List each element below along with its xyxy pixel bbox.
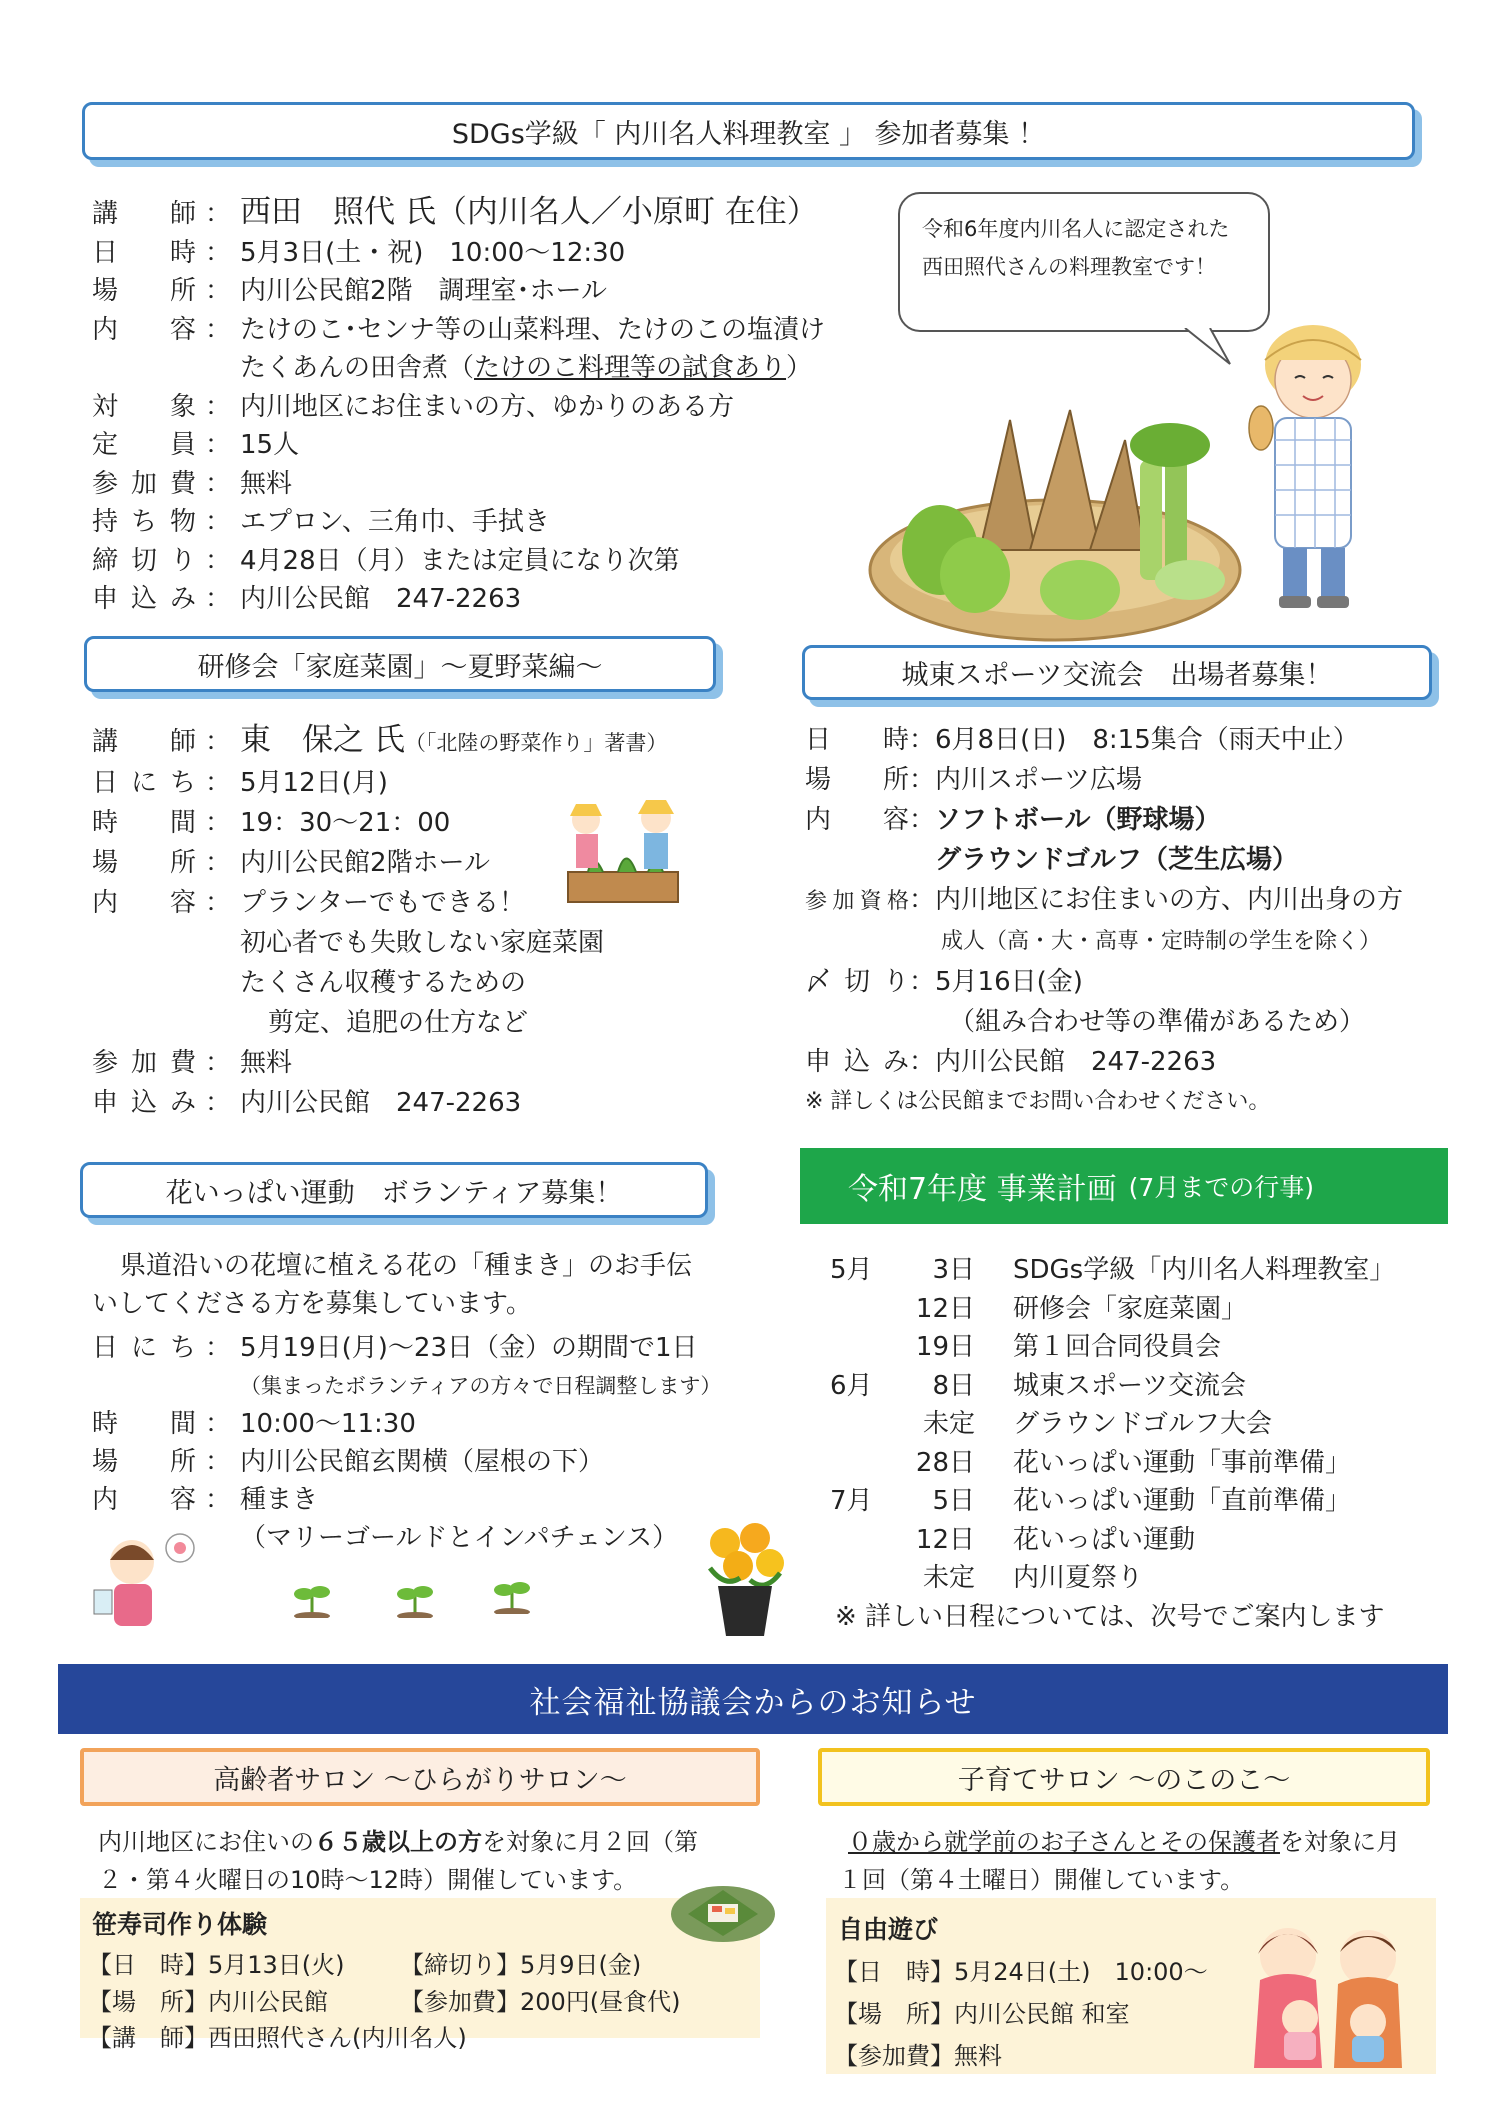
sports-qualification-note: 成人（高・大・高専・定時制の学生を除く）: [941, 929, 1382, 954]
cooking-header: [82, 102, 1415, 160]
flowers-row-content: 内 容 ： 種まき: [92, 1481, 721, 1519]
row-label: 定 員: [92, 430, 196, 460]
child-salon-desc-2: １回（第４土曜日）開催しています。: [838, 1866, 1245, 1894]
sports-header: [802, 645, 1432, 700]
schedule-row: 未定 内川夏祭り: [922, 1563, 1144, 1593]
schedule-row: 19日 第１回合同役員会: [915, 1332, 1222, 1362]
row-label: 講 師: [92, 199, 196, 229]
row-label: 日 時: [805, 725, 909, 755]
row-label: 時 間: [92, 1409, 196, 1439]
marigold-pot-illustration: [700, 1518, 790, 1638]
row-label: 日 時: [92, 237, 196, 268]
sprout-icon: [395, 1582, 435, 1618]
sports-row-qualification: 参加資格 ： 内川地区にお住まいの方、内川出身の方: [805, 880, 1403, 922]
elder-salon-title: 高齢者サロン ～ひらがりサロン～: [80, 1748, 760, 1806]
row-label: 内 容: [92, 888, 196, 918]
cooking-row-place: 場 所 ： 内川公民館2階 調理室･ホール: [92, 272, 825, 311]
row-label: 参加費: [92, 468, 196, 499]
schedule-row: 12日 花いっぱい運動: [915, 1524, 1196, 1555]
child-salon-title: 子育てサロン ～のこのこ～: [818, 1748, 1430, 1806]
schedule-row: 未定 グラウンドゴルフ大会: [922, 1409, 1272, 1439]
flowers-header: [80, 1162, 708, 1218]
chef-woman-illustration: [1235, 300, 1395, 620]
row-label: 内 容: [805, 805, 909, 835]
row-label: 対 象: [92, 391, 196, 422]
sprout-icon: [492, 1578, 532, 1614]
sasa-sushi-illustration: [668, 1880, 778, 1945]
row-label: 講 師: [92, 727, 196, 757]
cooking-datetime-value: 5月3日(土・祝) 10:00～12:30: [240, 237, 626, 268]
vegetable-basket-illustration: [860, 400, 1260, 650]
garden-row-date: 日にち ： 5月12日(月): [92, 763, 667, 803]
garden-lecturer-name: 東 保之 氏: [240, 722, 405, 758]
row-label: 申込み: [805, 1047, 909, 1077]
flowers-row-date: 日にち ： 5月19日(月)～23日（金）の期間で1日: [92, 1329, 721, 1367]
row-label: 場 所: [92, 276, 196, 306]
schedule-row: 28日 花いっぱい運動「事前準備」: [915, 1447, 1352, 1478]
gardening-children-illustration: [548, 790, 698, 910]
sports-details: [805, 720, 1403, 1122]
cooking-row-fee: 参加費 ： 無料: [92, 465, 825, 504]
welfare-banner: [58, 1664, 1448, 1734]
cooking-row-deadline: 締切り ： 4月28日（月）または定員になり次第: [92, 542, 825, 581]
row-label: 場 所: [92, 848, 196, 878]
garden-content-line: たくさん収穫するための: [240, 968, 527, 998]
garden-row-place: 場 所 ： 内川公民館2階ホール: [92, 843, 667, 883]
cooking-row-apply: 申込み ： 内川公民館 247-2263: [92, 580, 825, 619]
plan-note: ※ 詳しい日程については、次号でご案内します: [835, 1601, 1385, 1632]
garden-content-line: 剪定、追肥の仕方など: [268, 1008, 529, 1038]
elder-salon-desc-2: ２・第４火曜日の10時～12時）開催しています。: [98, 1866, 638, 1894]
welfare-banner-text: 社会福祉協議会からのお知らせ: [529, 1684, 977, 1721]
cooking-row-capacity: 定 員 ： 15人: [92, 426, 825, 465]
flowers-header-text: 花いっぱい運動 ボランティア募集！: [165, 1177, 623, 1209]
child-salon-desc-1: ０歳から就学前のお子さんとその保護者を対象に月: [848, 1828, 1400, 1856]
parents-with-babies-illustration: [1240, 1918, 1420, 2068]
cooking-row-content: 内 容 ： たけのこ･センナ等の山菜料理、たけのこの塩漬け: [92, 311, 825, 350]
child-event-place: 【場 所】内川公民館 和室: [834, 2000, 1130, 2028]
cooking-place-value: 内川公民館2階 調理室･ホール: [240, 276, 608, 306]
row-label: 内 容: [92, 314, 196, 345]
flowers-row-place: 場 所 ： 内川公民館玄関横（屋根の下）: [92, 1443, 721, 1481]
elder-event-deadline: 【締切り】5月9日(金): [400, 1951, 642, 1979]
row-label: 申込み: [92, 1088, 196, 1118]
row-label: 参加費: [92, 1048, 196, 1078]
child-event-date: 【日 時】5月24日(土) 10:00～: [834, 1958, 1208, 1986]
elder-event-fee: 【参加費】200円(昼食代): [400, 1988, 681, 2016]
cooking-lecturer-value: 西田 照代 氏（内川名人／小原町 在住）: [240, 194, 818, 230]
garden-header-text: 研修会「家庭菜園」～夏野菜編～: [197, 651, 603, 683]
elder-salon-desc-1: 内川地区にお住いの６５歳以上の方を対象に月２回（第: [98, 1828, 698, 1856]
schedule-row: 5月 3日 SDGs学級「内川名人料理教室」: [830, 1255, 1396, 1285]
garden-lecturer-note: （「北陸の野菜作り」著書）: [404, 731, 668, 755]
row-label: 〆切り: [805, 967, 909, 997]
flowers-row-time: 時 間 ： 10:00～11:30: [92, 1405, 721, 1443]
sports-note: ※ 詳しくは公民館までお問い合わせください。: [805, 1089, 1271, 1114]
cooking-row-content-cont: たくあんの田舎煮（ たけのこ料理等の試食あり ）: [92, 349, 825, 388]
cooking-tasting-note: たけのこ料理等の試食あり: [474, 353, 787, 383]
elder-event-title: 笹寿司作り体験: [92, 1910, 268, 1939]
garden-row-content: 内 容 ： プランターでもできる！: [92, 883, 667, 923]
cooking-row-target: 対 象 ： 内川地区にお住まいの方、ゆかりのある方: [92, 388, 825, 427]
garden-row-apply: 申込み ： 内川公民館 247-2263: [92, 1083, 667, 1123]
garden-row-lecturer: 講 師 ： 東 保之 氏 （「北陸の野菜作り」著書）: [92, 720, 667, 763]
elder-event-place: 【場 所】内川公民館: [88, 1988, 328, 2016]
row-label: 持ち物: [92, 507, 196, 537]
sports-row-content: 内 容 ： ソフトボール（野球場）: [805, 800, 1403, 840]
row-label: 場 所: [805, 765, 909, 795]
flowers-content-note: （マリーゴールドとインパチェンス）: [240, 1523, 679, 1553]
flowers-date-note: （集まったボランティアの方々で日程調整します）: [240, 1374, 722, 1398]
row-label: 時 間: [92, 808, 196, 838]
elder-event-lecturer: 【講 師】西田照代さん(内川名人): [88, 2024, 467, 2052]
sprout-icon: [292, 1582, 332, 1618]
girl-with-seeds-illustration: [92, 1530, 202, 1630]
row-label: 申込み: [92, 584, 196, 614]
cooking-details: [92, 193, 825, 619]
bubble-tail: [1180, 328, 1240, 368]
sports-header-text: 城東スポーツ交流会 出場者募集！: [901, 660, 1333, 691]
cooking-speech-bubble: [898, 192, 1270, 332]
sports-row-apply: 申込み ： 内川公民館 247-2263: [805, 1042, 1403, 1082]
row-label: 締切り: [92, 545, 196, 576]
sports-deadline-note: （組み合わせ等の準備があるため）: [949, 1007, 1366, 1037]
row-label: 日にち: [92, 768, 196, 798]
schedule-row: 7月 5日 花いっぱい運動「直前準備」: [830, 1486, 1352, 1516]
cooking-row-datetime: 日 時 ： 5月3日(土・祝) 10:00～12:30: [92, 234, 825, 273]
elder-event-date: 【日 時】5月13日(火): [88, 1951, 345, 1979]
flowers-intro-line: いしてくださる方を募集しています。: [92, 1289, 532, 1319]
child-event-fee: 【参加費】無料: [834, 2042, 1002, 2070]
garden-row-fee: 参加費 ： 無料: [92, 1043, 667, 1083]
flowers-intro-line: 県道沿いの花壇に植える花の「種まき」のお手伝: [120, 1251, 693, 1281]
garden-details: [92, 720, 667, 1123]
cooking-row-items: 持ち物 ： エプロン、三角巾、手拭き: [92, 503, 825, 542]
garden-content-line: 初心者でも失敗しない家庭菜園: [240, 928, 605, 958]
row-label: 内 容: [92, 1485, 196, 1515]
sports-row-date: 日 時 ： 6月8日(日) 8:15集合（雨天中止）: [805, 720, 1403, 760]
plan-header-text: 令和7年度 事業計画: [848, 1172, 1117, 1207]
schedule-row: 6月 8日 城東スポーツ交流会: [830, 1370, 1246, 1401]
garden-row-time: 時 間 ： 19：30～21：00: [92, 803, 667, 843]
sports-row-place: 場 所 ： 内川スポーツ広場: [805, 760, 1403, 800]
child-event-title: 自由遊び: [838, 1915, 939, 1944]
sports-content-line-2: グラウンドゴルフ（芝生広場）: [935, 845, 1298, 875]
row-label: 日にち: [92, 1333, 196, 1363]
cooking-content-value: たけのこ･センナ等の山菜料理、たけのこの塩漬け: [240, 314, 826, 345]
cooking-header-text: SDGs学級「 内川名人料理教室 」 参加者募集 ！: [451, 118, 1046, 150]
garden-header: [84, 636, 716, 692]
row-label: 参加資格: [805, 889, 909, 914]
plan-header-sub: (7月までの行事): [1128, 1173, 1315, 1202]
cooking-row-lecturer: 講 師 ： 西田 照代 氏（内川名人／小原町 在住）: [92, 193, 825, 234]
row-label: 場 所: [92, 1447, 196, 1477]
sports-row-deadline: 〆切り ： 5月16日(金): [805, 962, 1403, 1002]
plan-schedule: [830, 1251, 1395, 1636]
plan-header: [800, 1148, 1448, 1224]
schedule-row: 12日 研修会「家庭菜園」: [915, 1293, 1248, 1324]
flowers-details: [92, 1247, 721, 1557]
bubble-text: 令和6年度内川名人に認定された西田照代さんの料理教室です！: [922, 217, 1230, 279]
